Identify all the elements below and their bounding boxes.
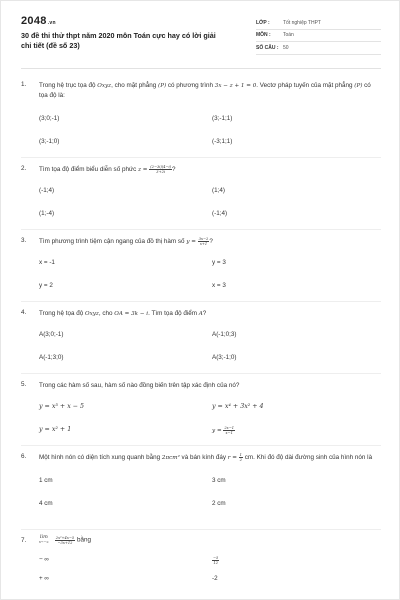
question-text: Trong các hàm số sau, hàm số nào đồng biến trên tập xác định của nó? xyxy=(39,382,240,389)
question-divider xyxy=(21,301,381,302)
option-a[interactable]: (-1;4) xyxy=(39,187,55,195)
option-b[interactable] xyxy=(212,556,219,565)
question-text: Trong hệ trục tọa độ Oxyz, cho mặt phẳng (P) có phương trình 3x − z + 1 = 0. Vectơ pháp tuyến của mặt phẳng (P) có tọa độ là: xyxy=(39,82,371,99)
question-text: Tìm phương trình tiệm cận ngang của đồ thị hàm số y = $\frac{3x-2}{x+1}$ ? xyxy=(39,237,213,246)
question-text: Một hình nón có diện tích xung quanh bằng 2πcm² và bán kính đáy r = $\frac{1}{2}$ cm. Khi đó độ dài đường sinh của hình nón là xyxy=(39,453,373,462)
meta-label: SỐ CÂU : xyxy=(256,44,279,51)
site-logo[interactable]: 2048.vn xyxy=(21,15,56,27)
option-d[interactable]: y = $\frac{2x-1}{x-1}$ xyxy=(212,426,235,435)
question-text: Tìm tọa độ điểm biểu diễn số phức z = $\frac{(2-3i)(4-i)}{3+2i}$ ? xyxy=(39,165,176,174)
option-d[interactable]: -2 xyxy=(212,574,218,582)
option-a[interactable]: y = x³ + x − 5 xyxy=(39,403,85,410)
option-d[interactable]: (-1;4) xyxy=(212,210,228,218)
option-c[interactable]: 4 cm xyxy=(39,500,53,508)
option-d[interactable]: (-3;1;1) xyxy=(212,138,233,145)
option-c[interactable]: (1;-4) xyxy=(39,210,55,218)
option-b[interactable]: (3;-1;1) xyxy=(212,115,233,122)
question-4 xyxy=(21,309,381,377)
question-divider xyxy=(21,373,381,374)
answer-options xyxy=(39,403,381,449)
question-3 xyxy=(21,237,381,305)
limit-operator: lim x→−∞ xyxy=(39,534,49,544)
question-divider xyxy=(21,157,381,158)
meta-value: Toán xyxy=(283,32,294,39)
option-d[interactable]: 2 cm xyxy=(212,500,226,508)
document-meta xyxy=(256,17,381,55)
header-divider xyxy=(21,68,381,69)
answer-options xyxy=(39,556,381,600)
option-a[interactable]: − ∞ xyxy=(39,555,49,563)
question-5 xyxy=(21,381,381,449)
meta-row-count xyxy=(256,42,381,55)
question-number: 6. xyxy=(21,453,27,460)
document-header xyxy=(21,15,381,61)
option-a[interactable]: A(3;0;-1) xyxy=(39,331,64,338)
option-d[interactable]: x = 3 xyxy=(212,282,226,290)
document-title: 30 đề thi thử thpt năm 2020 môn Toán cực hay có lời giải chi tiết (đề số 23) xyxy=(21,31,216,50)
answer-options xyxy=(39,187,381,233)
option-b[interactable]: A(-1;0;3) xyxy=(212,331,237,338)
meta-label: MÔN : xyxy=(256,32,271,39)
question-2 xyxy=(21,165,381,233)
question-6 xyxy=(21,453,381,523)
option-b[interactable]: 3 cm xyxy=(212,477,226,485)
meta-value: Tốt nghiệp THPT xyxy=(283,19,321,26)
question-number: 2. xyxy=(21,165,27,172)
option-c[interactable]: A(-1;3;0) xyxy=(39,354,64,361)
meta-row-class xyxy=(256,17,381,30)
option-c[interactable]: (3;-1;0) xyxy=(39,138,60,145)
question-text: Trong hệ tọa độ Oxyz, cho OA = 3k − i. Tìm tọa độ điểm A? xyxy=(39,310,207,317)
fraction: $\frac{3x-2}{x+1}$ xyxy=(198,237,209,246)
question-number: 1. xyxy=(21,81,27,88)
fraction: $\frac{-5}{12}$ xyxy=(213,555,219,565)
question-number: 5. xyxy=(21,381,27,388)
fraction: $\frac{2x-1}{x-1}$ xyxy=(224,426,235,435)
option-a[interactable]: 1 cm xyxy=(39,477,53,485)
question-divider xyxy=(21,229,381,230)
answer-options xyxy=(39,259,381,305)
option-c[interactable]: y = 2 xyxy=(39,282,53,290)
question-number: 4. xyxy=(21,309,27,316)
option-a[interactable]: x = -1 xyxy=(39,259,55,267)
option-c[interactable]: + ∞ xyxy=(39,574,49,582)
meta-label: LỚP : xyxy=(256,19,270,26)
fraction: $\frac{1}{2}$ xyxy=(239,453,242,462)
option-b[interactable]: y = x⁴ + 3x² + 4 xyxy=(212,403,264,410)
option-b[interactable]: y = 3 xyxy=(212,259,226,267)
question-1 xyxy=(21,81,381,161)
option-d[interactable]: A(3;-1;0) xyxy=(212,354,237,361)
question-number: 3. xyxy=(21,237,27,244)
meta-value: 50 xyxy=(283,44,289,51)
option-c[interactable]: y = x² + 1 xyxy=(39,426,72,433)
meta-row-subject xyxy=(256,30,381,43)
question-number: 7. xyxy=(21,537,27,544)
question-7 xyxy=(21,535,381,600)
question-divider xyxy=(21,445,381,446)
option-b[interactable]: (1;4) xyxy=(212,187,225,195)
option-a[interactable]: (3;0;-1) xyxy=(39,115,60,122)
answer-options xyxy=(39,115,381,161)
question-text: lim x→−∞ $\frac{\text{2x²+4x−5}}{-3x+12}$ bằng xyxy=(39,534,91,545)
fraction: $\frac{\text{2x²+4x−5}}{-3x+12}$ xyxy=(55,535,75,545)
answer-options xyxy=(39,477,381,523)
answer-options xyxy=(39,331,381,377)
question-divider xyxy=(21,529,381,530)
fraction: $\frac{(2-3i)(4-i)}{3+2i}$ xyxy=(150,165,172,174)
